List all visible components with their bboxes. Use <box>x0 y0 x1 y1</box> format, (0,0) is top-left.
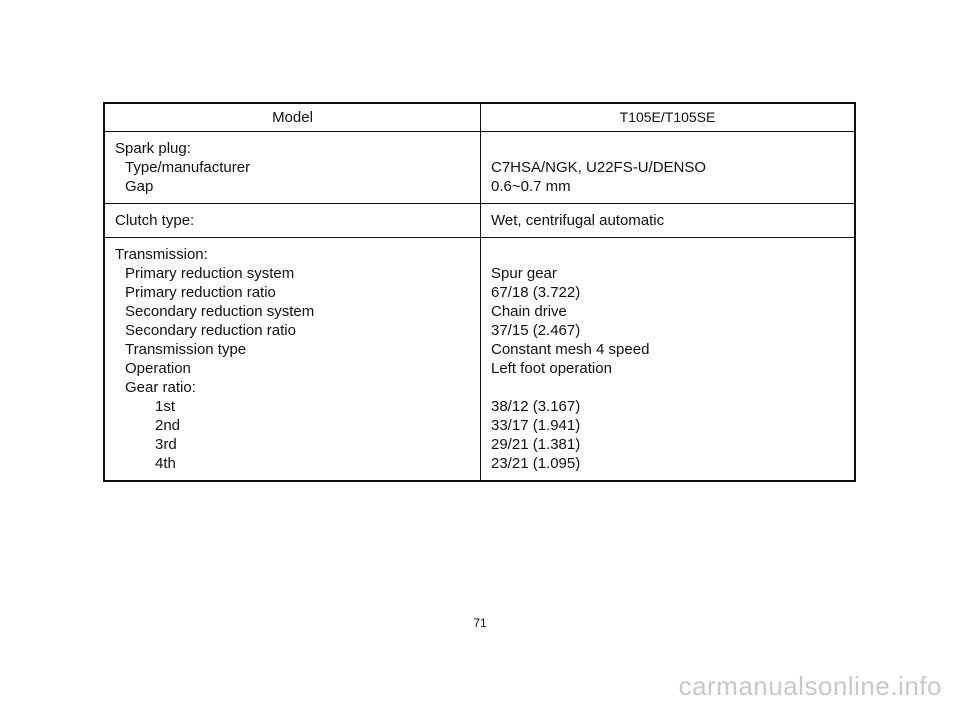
transmission-type-value: Constant mesh 4 speed <box>491 341 650 358</box>
primary-reduction-ratio-value: 67/18 (3.722) <box>491 284 581 301</box>
gear-2-value: 33/17 (1.941) <box>491 417 581 434</box>
watermark: carmanualsonline.info <box>678 671 942 701</box>
secondary-reduction-system-label: Secondary reduction system <box>125 303 315 320</box>
secondary-reduction-ratio-value: 37/15 (2.467) <box>491 322 581 339</box>
transmission-labels <box>105 238 481 480</box>
clutch-label-cell <box>105 204 481 237</box>
gear-3-label: 3rd <box>155 436 177 453</box>
clutch-row <box>105 203 854 237</box>
spark-plug-type-value: C7HSA/NGK, U22FS-U/DENSO <box>491 159 707 176</box>
spark-plug-row <box>105 131 854 203</box>
transmission-title: Transmission: <box>115 246 208 263</box>
page-number: 71 <box>473 616 487 630</box>
spacer <box>491 139 844 158</box>
primary-reduction-ratio-label: Primary reduction ratio <box>125 284 276 301</box>
gear-4-label: 4th <box>155 455 176 472</box>
transmission-row <box>105 237 854 480</box>
spark-plug-labels <box>105 132 481 203</box>
spark-plug-title: Spark plug: <box>115 140 191 157</box>
spark-plug-values <box>481 132 854 203</box>
gear-1-value: 38/12 (3.167) <box>491 398 581 415</box>
gear-2-label: 2nd <box>155 417 181 434</box>
gear-ratio-label: Gear ratio: <box>125 379 196 396</box>
transmission-values <box>481 238 854 480</box>
operation-value: Left foot operation <box>491 360 612 377</box>
model-value-header: T105E/T105SE <box>619 109 716 125</box>
spark-plug-gap-label: Gap <box>125 178 154 195</box>
secondary-reduction-ratio-label: Secondary reduction ratio <box>125 322 296 339</box>
gear-4-value: 23/21 (1.095) <box>491 455 581 472</box>
clutch-value-cell <box>481 204 854 237</box>
header-row <box>105 104 854 131</box>
gear-3-value: 29/21 (1.381) <box>491 436 581 453</box>
spark-plug-type-label: Type/manufacturer <box>125 159 251 176</box>
primary-reduction-system-label: Primary reduction system <box>125 265 295 282</box>
primary-reduction-system-value: Spur gear <box>491 265 557 282</box>
transmission-type-label: Transmission type <box>125 341 247 358</box>
spacer <box>491 245 844 264</box>
gear-1-label: 1st <box>155 398 176 415</box>
clutch-label: Clutch type: <box>115 212 195 229</box>
secondary-reduction-system-value: Chain drive <box>491 303 567 320</box>
clutch-value: Wet, centrifugal automatic <box>491 212 665 229</box>
operation-label: Operation <box>125 360 191 377</box>
spacer <box>491 378 844 397</box>
spark-plug-gap-value: 0.6~0.7 mm <box>491 178 571 195</box>
model-header: Model <box>105 104 481 131</box>
spec-table <box>103 102 856 482</box>
